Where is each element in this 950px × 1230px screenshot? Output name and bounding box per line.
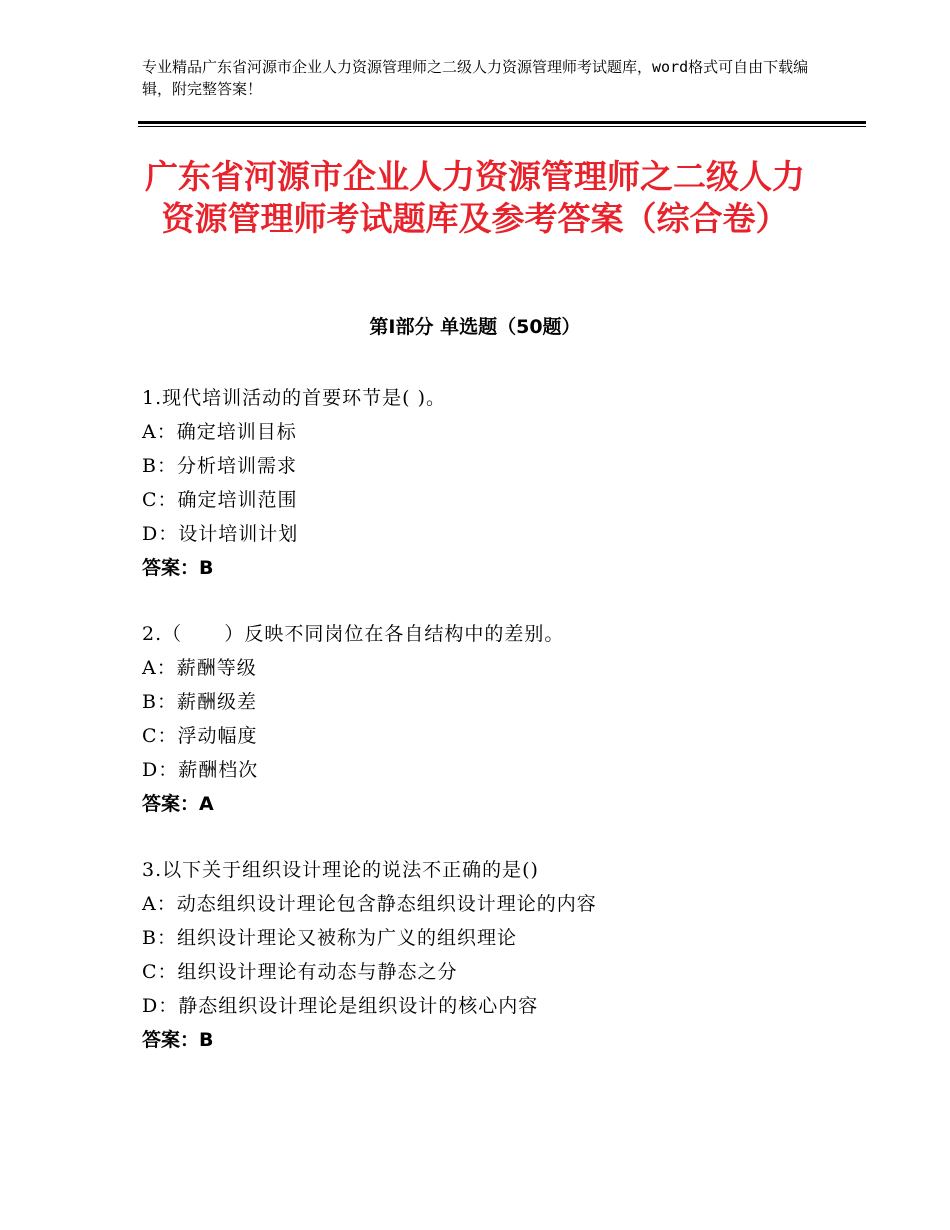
option-c: C：浮动幅度 (142, 725, 258, 747)
header-note: 专业精品广东省河源市企业人力资源管理师之二级人力资源管理师考试题库，word格式可自由下载编辑，附完整答案！ (142, 58, 809, 98)
header-divider-thin (138, 126, 866, 127)
header-divider-thick (138, 121, 866, 124)
option-b: B：薪酬级差 (142, 691, 257, 713)
question-3 (142, 853, 842, 1057)
question-stem: 3.以下关于组织设计理论的说法不正确的是() (142, 859, 539, 881)
option-a: A：薪酬等级 (142, 657, 257, 679)
option-b: B：分析培训需求 (142, 455, 297, 477)
answer-line: 答案：B (142, 1029, 214, 1051)
answer-line: 答案：B (142, 557, 214, 579)
question-list (142, 381, 842, 1089)
question-stem: 1.现代培训活动的首要环节是( )。 (142, 387, 446, 409)
question-stem: 2.（ ）反映不同岗位在各自结构中的差别。 (142, 623, 565, 645)
option-c: C：确定培训范围 (142, 489, 298, 511)
section-title: 第Ⅰ部分 单选题（50题） (369, 316, 581, 338)
option-a: A：确定培训目标 (142, 421, 297, 443)
option-b: B：组织设计理论又被称为广义的组织理论 (142, 927, 517, 949)
question-2 (142, 617, 842, 821)
option-d: D：静态组织设计理论是组织设计的核心内容 (142, 995, 539, 1017)
option-d: D：设计培训计划 (142, 523, 299, 545)
question-1 (142, 381, 842, 585)
option-a: A：动态组织设计理论包含静态组织设计理论的内容 (142, 893, 597, 915)
document-title: 广东省河源市企业人力资源管理师之二级人力资源管理师考试题库及参考答案（综合卷） (145, 157, 805, 238)
option-c: C：组织设计理论有动态与静态之分 (142, 961, 458, 983)
answer-line: 答案：A (142, 793, 214, 815)
option-d: D：薪酬档次 (142, 759, 259, 781)
